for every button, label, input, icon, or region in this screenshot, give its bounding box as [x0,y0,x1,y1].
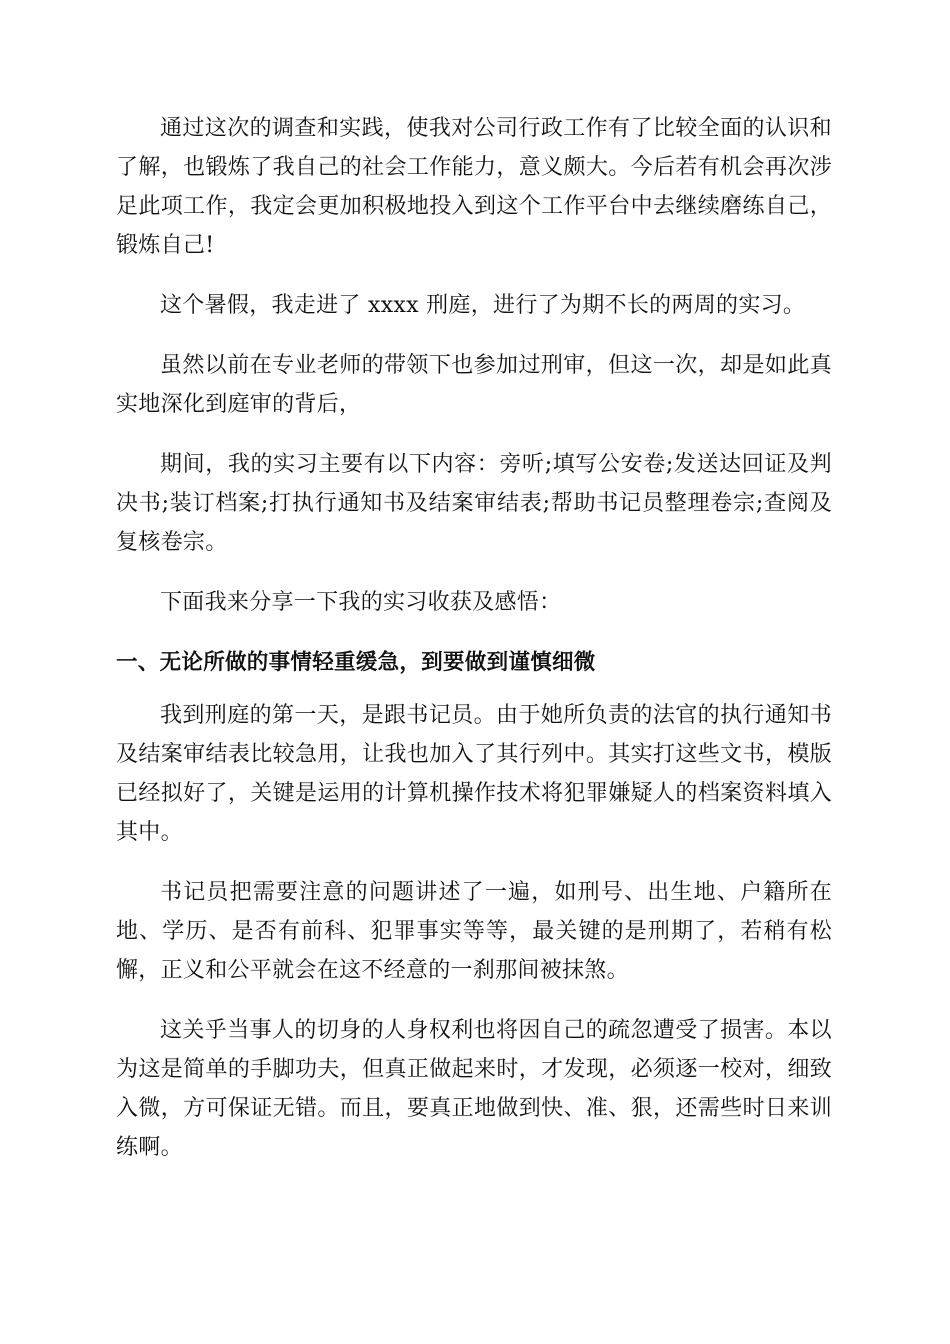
section-heading-1: 一、无论所做的事情轻重缓急，到要做到谨慎细微 [116,650,596,675]
paragraph-trial-experience: 虽然以前在专业老师的带领下也参加过刑审，但这一次，却是如此真实地深化到庭审的背后， [116,353,832,417]
paragraph-first-day: 我到刑庭的第一天，是跟书记员。由于她所负责的法官的执行通知书及结案审结表比较急用，让我也加入了其行列中。其实打这些文书，模版已经拟好了，关键是运用的计算机操作技术将犯罪嫌疑人的档案资料填入其中。 [116,703,832,845]
paragraph-clerk-notes: 书记员把需要注意的问题讲述了一遍，如刑号、出生地、户籍所在地、学历、是否有前科、犯罪事实等等，最关键的是刑期了，若稍有松懈，正义和公平就会在这不经意的一刹那间被抹煞。 [116,880,832,983]
paragraph-reflection: 这关乎当事人的切身的人身权利也将因自己的疏忽遭受了损害。本以为这是简单的手脚功夫，但真正做起来时，才发现，必须逐一校对，细致入微，方可保证无错。而且，要真正地做到快、准、狠，还需些时日来训练啊。 [116,1018,832,1160]
document-body [116,109,832,1188]
paragraph-internship-tasks: 期间，我的实习主要有以下内容：旁听;填写公安卷;发送达回证及判决书;装订档案;打执行通知书及结案审结表;帮助书记员整理卷宗;查阅及复核卷宗。 [116,452,832,555]
paragraph-sharing-intro: 下面我来分享一下我的实习收获及感悟： [160,590,562,615]
paragraph-summary: 通过这次的调查和实践，使我对公司行政工作有了比较全面的认识和了解，也锻炼了我自己的社会工作能力，意义颇大。今后若有机会再次涉足此项工作，我定会更加积极地投入到这个工作平台中去继续磨练自己，锻炼自己! [116,116,832,258]
paragraph-internship-intro: 这个暑假，我走进了 xxxx 刑庭，进行了为期不长的两周的实习。 [160,293,806,318]
